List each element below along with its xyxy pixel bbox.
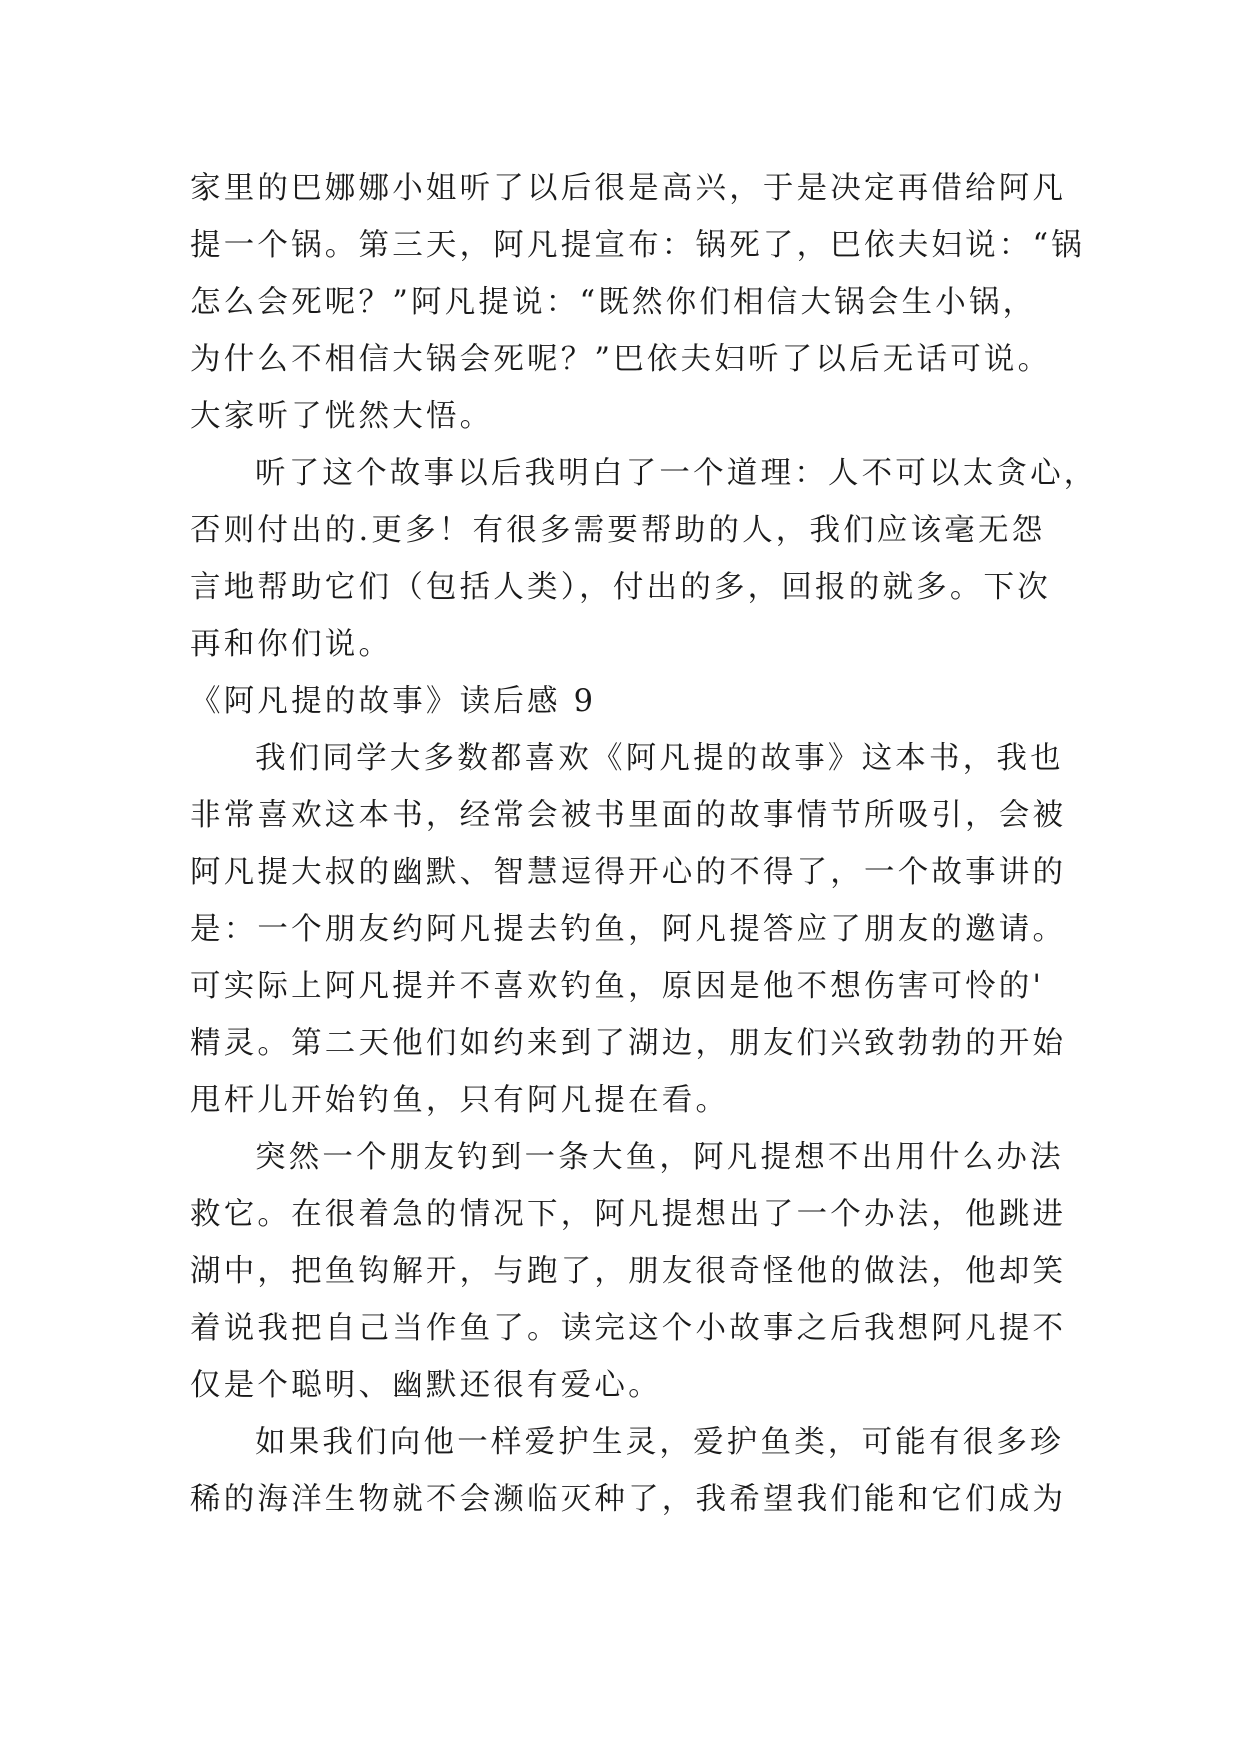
text-line: 家里的巴娜娜小姐听了以后很是高兴，于是决定再借给阿凡 xyxy=(190,171,1067,206)
text-line: 言地帮助它们（包括人类），付出的多，回报的就多。下次 xyxy=(190,570,1051,605)
section-heading: 《阿凡提的故事》读后感 9 xyxy=(190,684,597,719)
text-line: 可实际上阿凡提并不喜欢钓鱼，原因是他不想伤害可怜的' xyxy=(190,969,1045,1004)
document-body xyxy=(190,160,1098,1528)
text-line: 精灵。第二天他们如约来到了湖边，朋友们兴致勃勃的开始 xyxy=(190,1026,1067,1061)
text-line: 为什么不相信大锅会死呢？”巴依夫妇听了以后无话可说。 xyxy=(190,342,1052,377)
text-line: 提一个锅。第三天，阿凡提宣布：锅死了，巴依夫妇说：“锅 xyxy=(190,228,1085,263)
text-line: 否则付出的.更多！有很多需要帮助的人，我们应该毫无怨 xyxy=(190,513,1046,548)
paragraph-first-line: 突然一个朋友钓到一条大鱼，阿凡提想不出用什么办法 xyxy=(255,1140,1064,1175)
text-line: 再和你们说。 xyxy=(190,627,393,662)
text-line: 着说我把自己当作鱼了。读完这个小故事之后我想阿凡提不 xyxy=(190,1311,1067,1346)
text-line: 稀的海洋生物就不会濒临灭种了，我希望我们能和它们成为 xyxy=(190,1482,1067,1517)
text-line: 阿凡提大叔的幽默、智慧逗得开心的不得了，一个故事讲的 xyxy=(190,855,1067,890)
paragraph-first-line: 听了这个故事以后我明白了一个道理：人不可以太贪心， xyxy=(255,456,1098,491)
text-line: 甩杆儿开始钓鱼，只有阿凡提在看。 xyxy=(190,1083,730,1118)
text-line: 怎么会死呢？”阿凡提说：“既然你们相信大锅会生小锅， xyxy=(190,285,1037,320)
text-line: 救它。在很着急的情况下，阿凡提想出了一个办法，他跳进 xyxy=(190,1197,1067,1232)
text-line: 非常喜欢这本书，经常会被书里面的故事情节所吸引，会被 xyxy=(190,798,1067,833)
text-line: 湖中，把鱼钩解开，与跑了，朋友很奇怪他的做法，他却笑 xyxy=(190,1254,1067,1289)
text-line: 是：一个朋友约阿凡提去钓鱼，阿凡提答应了朋友的邀请。 xyxy=(190,912,1067,947)
paragraph-first-line: 我们同学大多数都喜欢《阿凡提的故事》这本书，我也 xyxy=(255,741,1064,776)
text-line: 仅是个聪明、幽默还很有爱心。 xyxy=(190,1368,662,1403)
paragraph-first-line: 如果我们向他一样爱护生灵，爱护鱼类，可能有很多珍 xyxy=(255,1425,1064,1460)
text-line: 大家听了恍然大悟。 xyxy=(190,399,494,434)
